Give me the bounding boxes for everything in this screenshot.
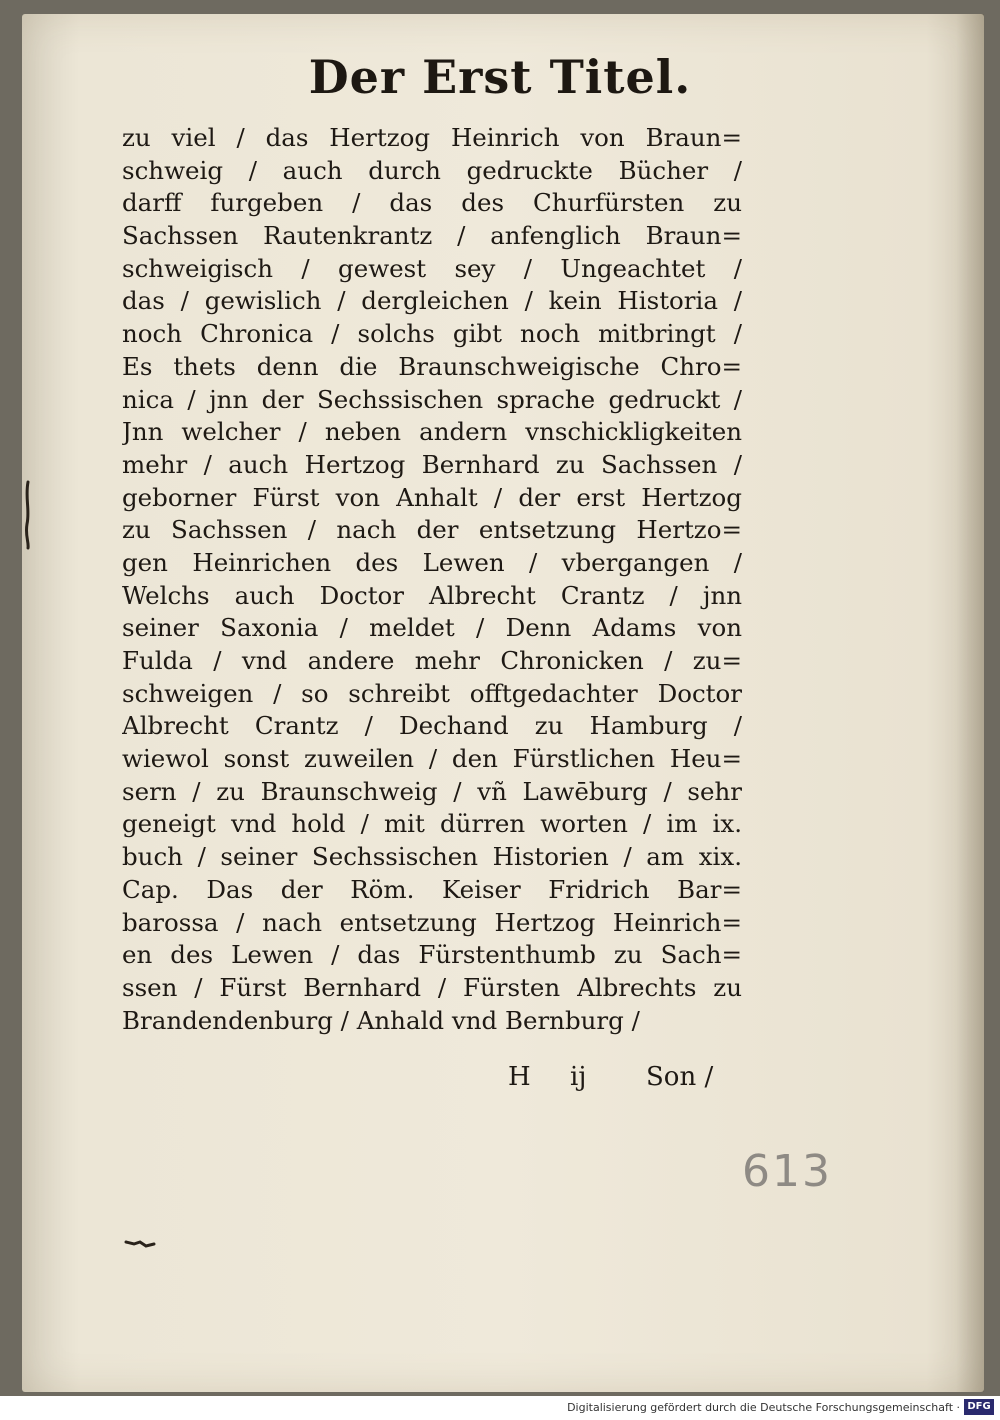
catchword: Son /	[646, 1062, 714, 1092]
text-line: wiewol sonst zuweilen / den Fürstlichen Heu=	[122, 744, 742, 774]
text-line: Sachssen Rautenkrantz / anfenglich Braun=	[122, 221, 742, 251]
text-line: das / gewislich / dergleichen / kein Historia /	[122, 286, 742, 316]
text-line: Jnn welcher / neben andern vnschickligkeiten	[122, 417, 742, 447]
text-line: noch Chronica / solchs gibt noch mitbringt /	[122, 319, 742, 349]
margin-ink-mark	[22, 480, 34, 550]
text-line: seiner Saxonia / meldet / Denn Adams von	[122, 613, 742, 643]
text-line: Brandendenburg / Anhald vnd Bernburg /	[122, 1005, 640, 1035]
text-line: geborner Fürst von Anhalt / der erst Hertzog	[122, 482, 742, 512]
text-line: mehr / auch Hertzog Bernhard zu Sachssen /	[122, 449, 742, 479]
text-line: Fulda / vnd andere mehr Chronicken / zu=	[122, 646, 742, 675]
main-text-block	[122, 122, 742, 1037]
signature-mark: H	[508, 1062, 531, 1092]
text-line: Albrecht Crantz / Dechand zu Hamburg /	[122, 711, 742, 741]
dfg-logo: DFG	[964, 1399, 994, 1415]
text-line: barossa / nach entsetzung Hertzog Heinrich=	[122, 907, 742, 937]
signature-number: ij	[570, 1062, 587, 1092]
text-line: nica / jnn der Sechssischen sprache gedruckt /	[122, 384, 742, 414]
text-line: gen Heinrichen des Lewen / vbergangen /	[122, 547, 742, 577]
text-line: en des Lewen / das Fürstenthumb zu Sach=	[122, 940, 742, 970]
text-line: Es thets denn die Braunschweigische Chro=	[122, 351, 742, 381]
text-line: geneigt vnd hold / mit dürren worten / im ix.	[122, 809, 742, 839]
text-line: Welchs auch Doctor Albrecht Crantz / jnn	[122, 580, 742, 610]
text-line: schweig / auch durch gedruckte Bücher /	[122, 155, 742, 185]
text-line: darff furgeben / das des Churfürsten zu	[122, 188, 742, 218]
text-line: schweigisch / gewest sey / Ungeachtet /	[122, 253, 742, 283]
text-line: zu viel / das Hertzog Heinrich von Braun=	[122, 123, 742, 152]
text-line: Cap. Das der Röm. Keiser Fridrich Bar=	[122, 874, 742, 904]
text-line: sern / zu Braunschweig / vñ Lawēburg / sehr	[122, 776, 742, 806]
funding-credit: Digitalisierung gefördert durch die Deutsche Forschungsgemeinschaft ·	[567, 1401, 960, 1414]
footer-bar	[0, 1396, 1000, 1420]
running-header-title: Der Erst Titel.	[308, 50, 692, 104]
bottom-ink-mark	[124, 1236, 158, 1254]
text-line: ssen / Fürst Bernhard / Fürsten Albrechts zu	[122, 972, 742, 1002]
pencil-page-number: 613	[742, 1146, 832, 1197]
text-line: buch / seiner Sechssischen Historien / am xix.	[122, 842, 742, 872]
text-line: zu Sachssen / nach der entsetzung Hertzo=	[122, 515, 742, 545]
text-line: schweigen / so schreibt offtgedachter Doctor	[122, 678, 742, 708]
